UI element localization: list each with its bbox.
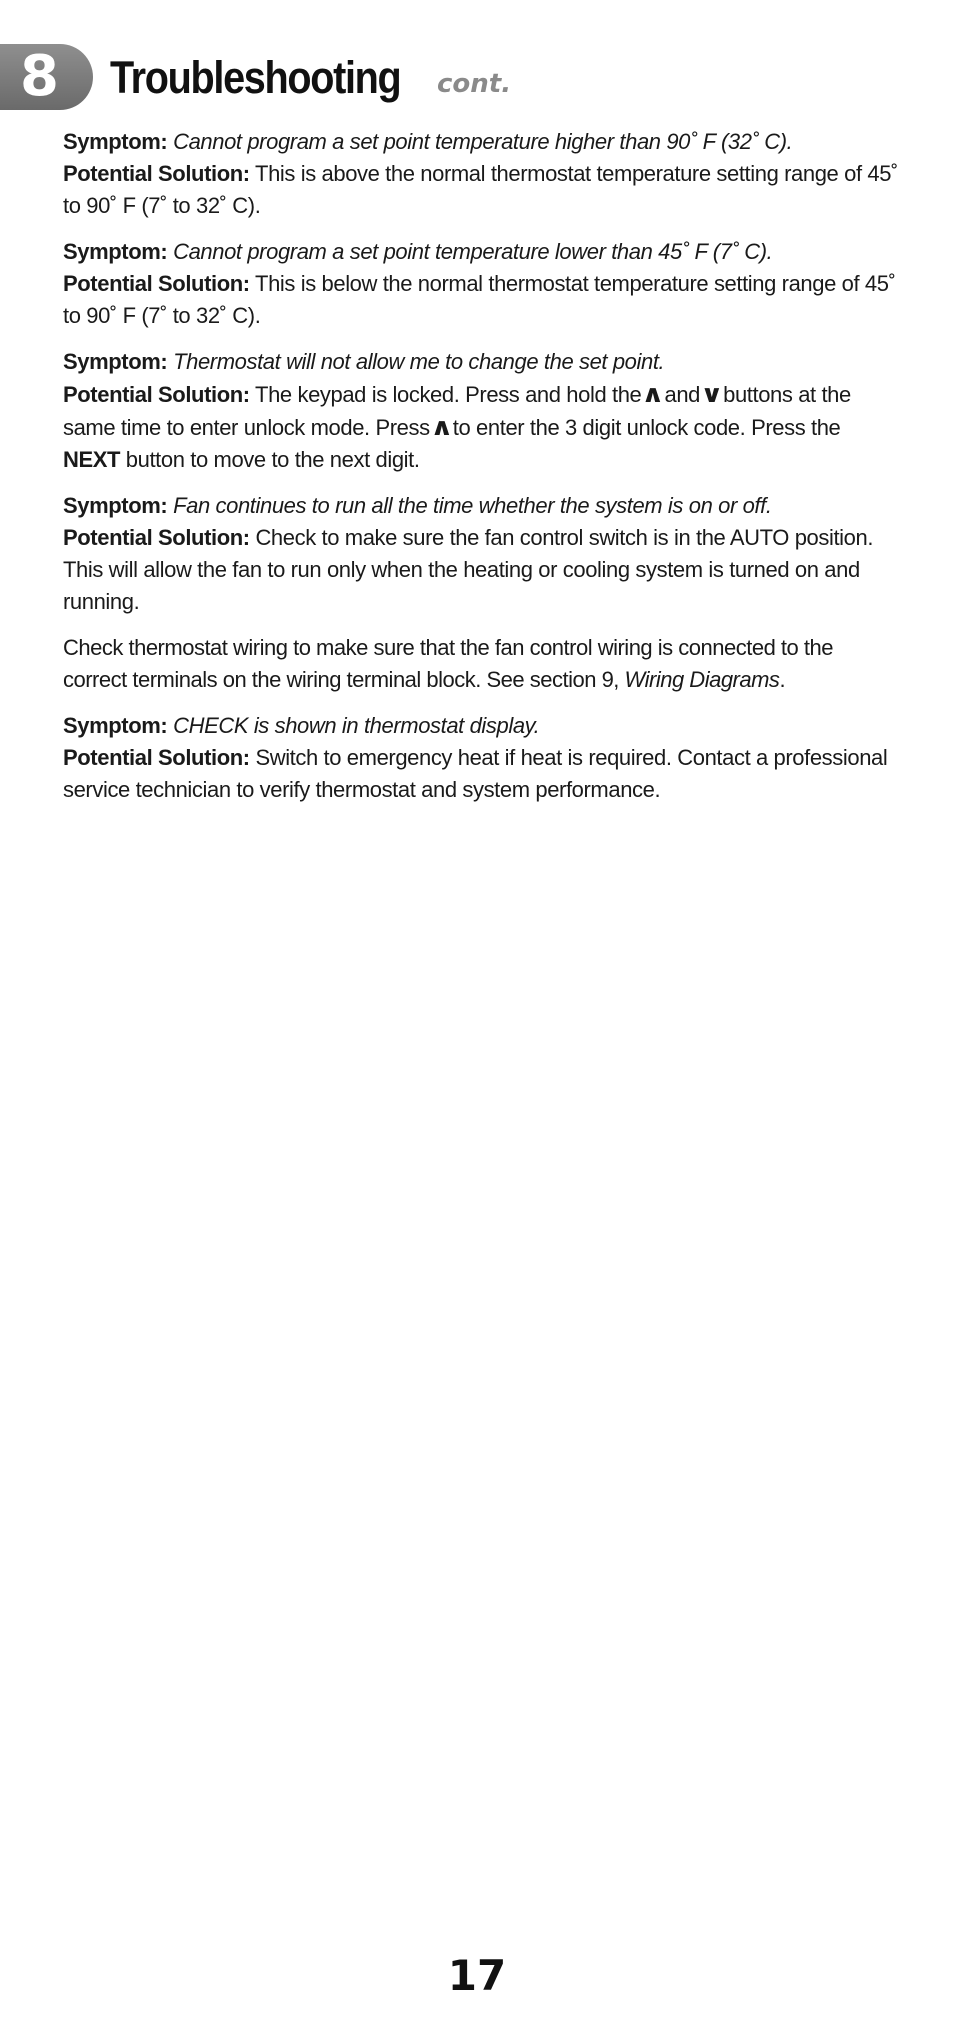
- symptom-line: [63, 710, 899, 742]
- up-arrow-icon: ∧: [641, 380, 665, 408]
- symptom-line: [63, 490, 899, 522]
- solution-label: Potential Solution:: [63, 745, 250, 770]
- troubleshooting-content: [63, 126, 899, 820]
- symptom-line: [63, 346, 899, 378]
- troubleshooting-entry: [63, 490, 899, 618]
- wiring-diagrams-reference: Wiring Diagrams: [624, 667, 780, 692]
- page-number: 17: [447, 1951, 507, 2000]
- solution-text: The keypad is locked. Press and hold the: [255, 382, 642, 407]
- solution-label: Potential Solution:: [63, 271, 250, 296]
- page-title: Troubleshooting: [110, 52, 401, 103]
- solution-line: [63, 525, 873, 614]
- down-arrow-icon: ∨: [700, 380, 724, 408]
- symptom-label: Symptom:: [63, 493, 168, 518]
- troubleshooting-entry: [63, 346, 899, 476]
- section-number: 8: [20, 44, 59, 109]
- solution-line: [63, 382, 851, 472]
- wiring-note: [63, 632, 899, 696]
- symptom-line: [63, 126, 899, 158]
- symptom-label: Symptom:: [63, 239, 168, 264]
- solution-line: [63, 745, 887, 802]
- next-button-label: NEXT: [63, 447, 121, 472]
- solution-text: button to move to the next digit.: [125, 447, 420, 472]
- solution-text: and: [664, 382, 701, 407]
- solution-text: Switch to emergency heat if heat is required. Contact a professional service technician to verify thermostat and system performance.: [63, 745, 888, 802]
- note-text: Check thermostat wiring to make sure that the fan control wiring is connected to the correct terminals on the wiring terminal block. See section 9,: [63, 635, 833, 692]
- section-header: [0, 44, 954, 112]
- symptom-line: [63, 236, 899, 268]
- symptom-text: CHECK is shown in thermostat display.: [173, 713, 540, 738]
- up-arrow-icon: ∧: [429, 413, 453, 441]
- symptom-text: Cannot program a set point temperature lower than 45˚ F (7˚ C).: [173, 239, 773, 264]
- symptom-label: Symptom:: [63, 129, 168, 154]
- solution-text: Check to make sure the fan control switch is in the AUTO position. This will allow the fan to run only when the heating or cooling system is turned on and running.: [63, 525, 874, 614]
- section-tab: [0, 44, 93, 110]
- symptom-label: Symptom:: [63, 713, 168, 738]
- symptom-text: Fan continues to run all the time whether the system is on or off.: [173, 493, 772, 518]
- symptom-text: Thermostat will not allow me to change the set point.: [173, 349, 665, 374]
- solution-text: to enter the 3 digit unlock code. Press the: [452, 415, 841, 440]
- troubleshooting-entry: [63, 710, 899, 806]
- solution-label: Potential Solution:: [63, 525, 250, 550]
- solution-line: [63, 161, 898, 218]
- solution-text: This is above the normal thermostat temperature setting range of 45˚ to 90˚ F (7˚ to 32˚ C).: [63, 161, 898, 218]
- note-end: .: [779, 667, 786, 692]
- solution-text: This is below the normal thermostat temperature setting range of 45˚ to 90˚ F (7˚ to 32˚ C).: [63, 271, 896, 328]
- solution-label: Potential Solution:: [63, 382, 250, 407]
- troubleshooting-entry: [63, 126, 899, 222]
- solution-label: Potential Solution:: [63, 161, 250, 186]
- page-title-suffix: cont.: [437, 69, 512, 99]
- solution-line: [63, 271, 896, 328]
- solution-text: buttons at the same time to enter unlock mode. Press: [63, 382, 851, 440]
- symptom-label: Symptom:: [63, 349, 168, 374]
- troubleshooting-entry: [63, 236, 899, 332]
- symptom-text: Cannot program a set point temperature higher than 90˚ F (32˚ C).: [173, 129, 793, 154]
